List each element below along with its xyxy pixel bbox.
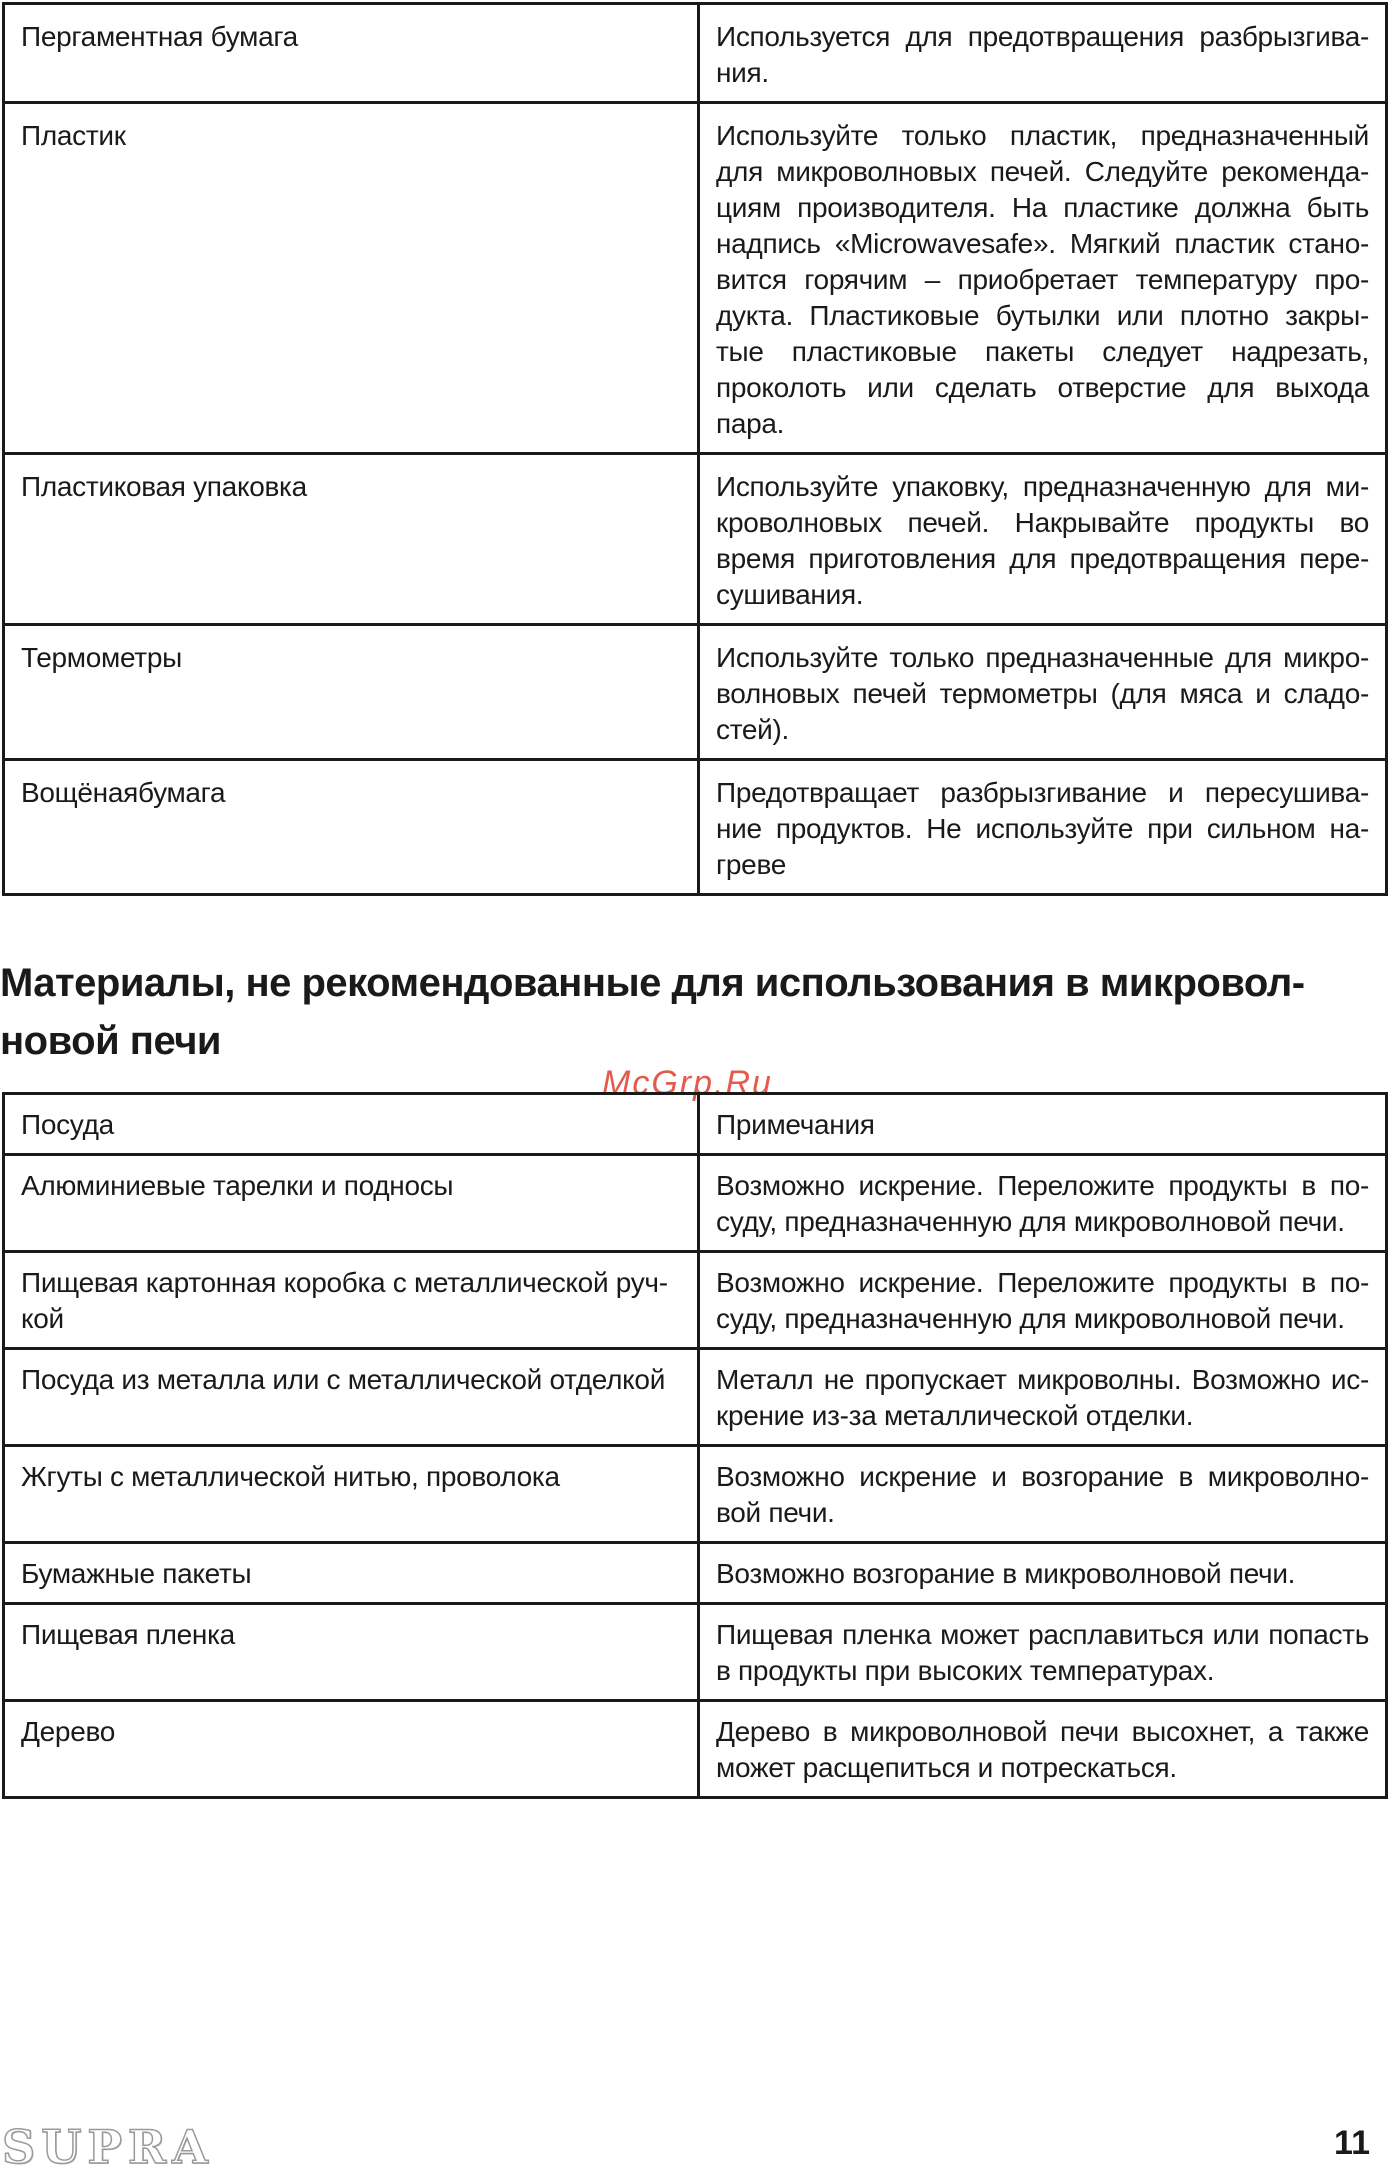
note-cell: Металл не пропускает микроволны. Возможно ис-крение из-за металлической отделки. [699, 1349, 1387, 1446]
table-row [4, 760, 1387, 895]
note-cell: Возможно искрение. Переложите продукты в по-суду, предназначенную для микроволновой печи. [699, 1252, 1387, 1349]
material-cell: Бумажные пакеты [4, 1543, 699, 1604]
brand-logo: SUPRA [2, 2120, 214, 2174]
table-row [4, 1252, 1387, 1349]
table-row [4, 1701, 1387, 1798]
material-cell: Посуда из металла или с металлической отделкой [4, 1349, 699, 1446]
material-cell: Пластиковая упаковка [4, 454, 699, 625]
recommended-materials-table [2, 2, 1388, 896]
material-cell: Пластик [4, 103, 699, 454]
note-cell: Возможно искрение. Переложите продукты в по-суду, предназначенную для микроволновой печи. [699, 1155, 1387, 1252]
note-cell: Возможно возгорание в микроволновой печи. [699, 1543, 1387, 1604]
watermark: McGrp.Ru [602, 1064, 773, 1102]
note-cell: Используйте только пластик, предназначенный для микроволновых печей. Следуйте рекоменда-циям производителя. На пластике должна быть надпись «Microwavesafe». Мягкий пластик стано-вится горячим – приобретает температуру про-дукта. Пластиковые бутылки или плотно закры-тые пластиковые пакеты следует надрезать, проколоть или сделать отверстие для выхода пара. [699, 103, 1387, 454]
material-cell: Жгуты с металлической нитью, проволока [4, 1446, 699, 1543]
table-row [4, 103, 1387, 454]
material-cell: Дерево [4, 1701, 699, 1798]
section-heading: Материалы, не рекомендованные для использования в микровол-новой печи [0, 961, 1305, 1063]
table-row [4, 1155, 1387, 1252]
note-cell: Используйте упаковку, предназначенную для ми-кроволновых печей. Накрывайте продукты во время приготовления для предотвращения пере-сушивания. [699, 454, 1387, 625]
material-cell: Вощёнаябумага [4, 760, 699, 895]
table-row [4, 625, 1387, 760]
material-cell: Пищевая картонная коробка с металлической руч-кой [4, 1252, 699, 1349]
column-header-dishes: Посуда [4, 1094, 699, 1155]
page-number: 11 [1334, 2124, 1370, 2162]
note-cell: Возможно искрение и возгорание в микроволно-вой печи. [699, 1446, 1387, 1543]
table-row [4, 1446, 1387, 1543]
note-cell: Используется для предотвращения разбрызгива-ния. [699, 4, 1387, 103]
table-row [4, 4, 1387, 103]
note-cell: Используйте только предназначенные для микро-волновых печей термометры (для мяса и сладо-стей). [699, 625, 1387, 760]
note-cell: Предотвращает разбрызгивание и пересушива-ние продуктов. Не используйте при сильном на-греве [699, 760, 1387, 895]
table-row [4, 1349, 1387, 1446]
column-header-notes: Примечания [699, 1094, 1387, 1155]
table-row [4, 454, 1387, 625]
note-cell: Пищевая пленка может расплавиться или попасть в продукты при высоких температурах. [699, 1604, 1387, 1701]
table-header-row [4, 1094, 1387, 1155]
table-row [4, 1604, 1387, 1701]
material-cell: Алюминиевые тарелки и подносы [4, 1155, 699, 1252]
material-cell: Пергаментная бумага [4, 4, 699, 103]
material-cell: Термометры [4, 625, 699, 760]
note-cell: Дерево в микроволновой печи высохнет, а также может расщепиться и потрескаться. [699, 1701, 1387, 1798]
table-row [4, 1543, 1387, 1604]
not-recommended-materials-table [2, 1092, 1388, 1799]
material-cell: Пищевая пленка [4, 1604, 699, 1701]
